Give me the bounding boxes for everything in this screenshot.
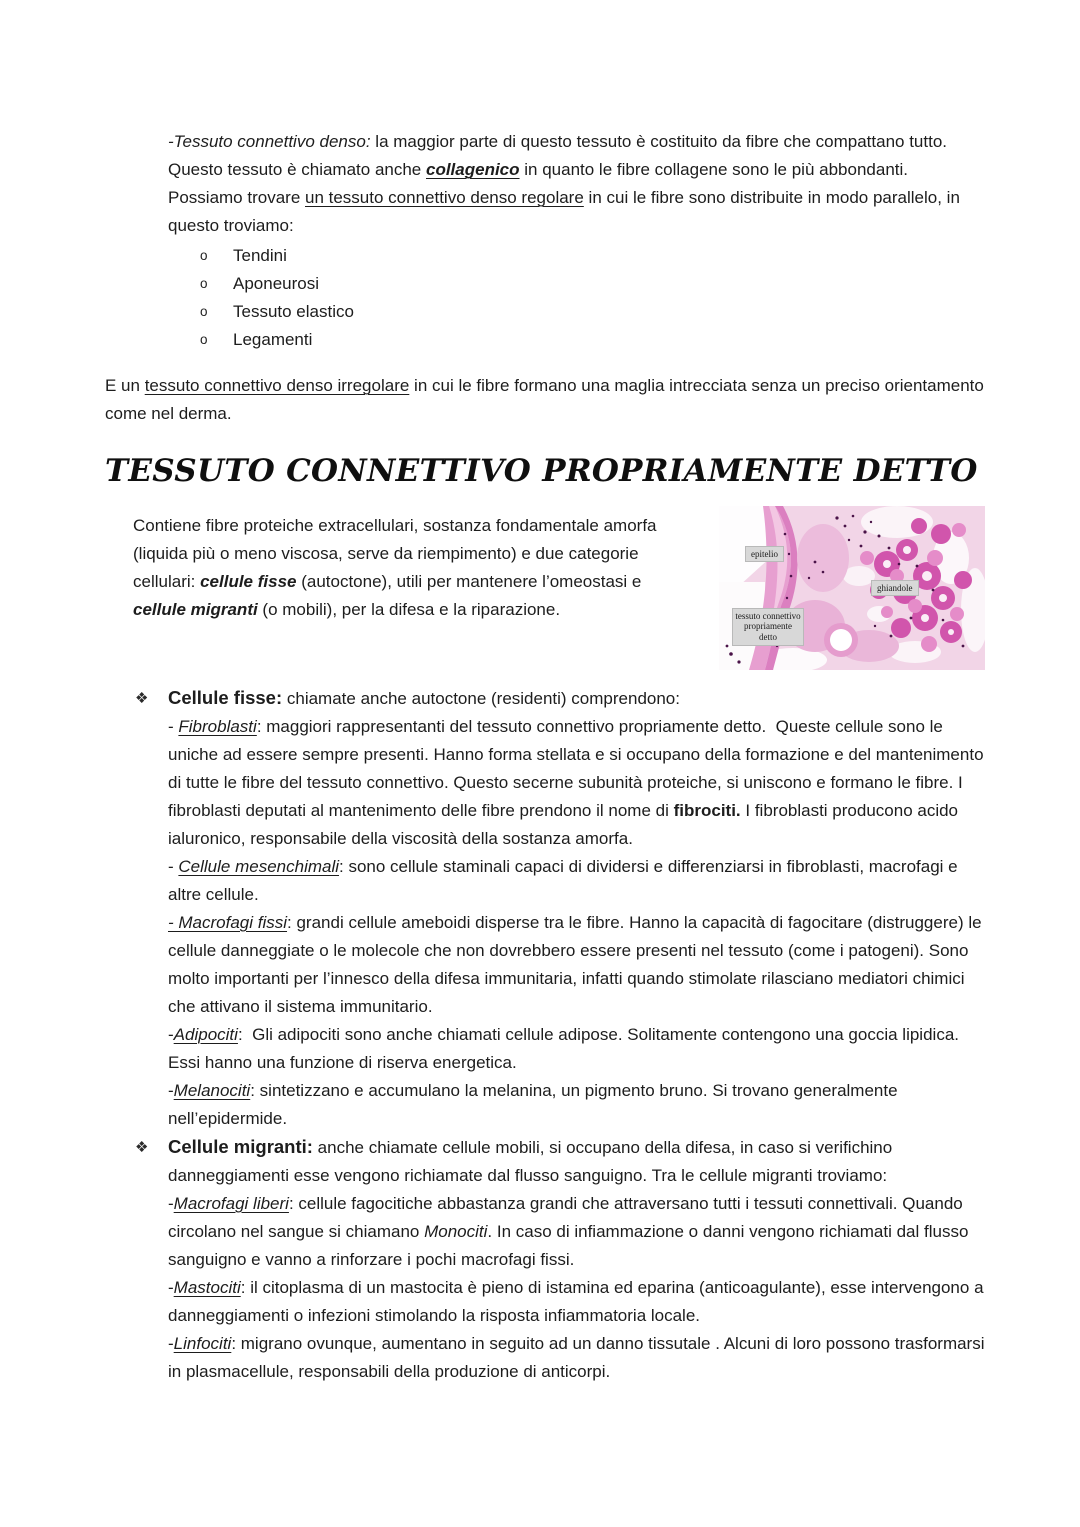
figure-label-ghiandole: ghiandole (871, 580, 919, 597)
text-run: chiamate anche autoctone (residenti) comprendono: (282, 688, 680, 708)
intro-row (105, 512, 985, 670)
text-run: Macrofagi liberi (173, 1193, 289, 1213)
list-item (105, 270, 985, 298)
cell-types-list (105, 684, 990, 1386)
text-run: - (168, 856, 179, 876)
list-item (105, 326, 985, 354)
text-run: in cui le fibre sono distribuite in modo parallelo, in questo troviamo: (168, 188, 965, 235)
text-run: tessuto connettivo denso irregolare (144, 376, 410, 395)
paragraph (168, 713, 989, 853)
text-run: Mastociti (173, 1277, 241, 1297)
figure-label-tessuto-connettivo: tessuto connettivo propriamente detto (732, 608, 804, 646)
histology-figure (719, 506, 985, 670)
text-run: la maggior parte di questo tessuto è costituito da fibre che compattano tutto. Questo tessuto è chiamato anche (168, 132, 952, 179)
paragraph-contiene (133, 512, 698, 670)
text-run: - (168, 1024, 174, 1044)
list-item-label: Tessuto elastico (233, 302, 354, 321)
circle-bullet-icon: o (200, 332, 208, 347)
list-item-label: Aponeurosi (233, 274, 320, 293)
text-run: : maggiori rappresentanti del tessuto connettivo propriamente detto. Queste cellule sono le uniche ad essere sempre presenti. Hanno forma stellata e si occupano della formazione e del mantenimento di tutte le fibre del tessuto connettivo. Questo secerne subunità proteiche, si uniscono e formano le fibre. I fibroblasti deputati al mantenimento delle fibre prendono il nome di (168, 716, 989, 820)
text-run: - (168, 1080, 174, 1100)
text-run: in cui le fibre formano una maglia intrecciata senza un preciso orientamento come nel derma. (105, 376, 989, 423)
bullet-body (168, 684, 989, 1133)
text-run: - Macrofagi fissi (168, 912, 288, 932)
text-run: Contiene fibre proteiche extracellulari, sostanza fondamentale amorfa (liquida più o meno viscosa, serve da riempimento) e due categorie cellulari: (133, 515, 662, 591)
text-run: : sono cellule staminali capaci di dividersi e differenziarsi in fibroblasti, macrofagi e altre cellule. (168, 856, 963, 904)
circle-bullet-icon: o (200, 276, 208, 291)
denso-regolare-list (105, 242, 985, 354)
text-run: Fibroblasti (178, 716, 257, 736)
text-run: - (168, 716, 179, 736)
list-item-label: Tendini (233, 246, 287, 265)
paragraph (168, 1021, 985, 1077)
text-run: . In caso di infiammazione o danni vengono richiamati dal flusso sanguigno e vanno a rinforzare i pochi macrofagi fissi. (168, 1221, 974, 1269)
circle-bullet-icon: o (200, 304, 208, 319)
bullet-body (168, 1133, 990, 1386)
diamond-bullet-icon: ❖ (135, 689, 149, 707)
text-run: : sintetizzano e accumulano la melanina, un pigmento bruno. Si trovano generalmente nell’epidermide. (168, 1080, 903, 1128)
text-run: fibrociti. (673, 800, 741, 820)
paragraph-tessuto-denso (168, 128, 985, 240)
circle-bullet-icon: o (200, 248, 208, 263)
bullet-item (105, 684, 989, 1133)
text-run: : cellule fagocitiche abbastanza grandi che attraversano tutti i tessuti connettivali. Quando circolano nel sangue si chiamano (168, 1193, 968, 1241)
text-run: (autoctone), utili per mantenere l’omeostasi e (296, 571, 647, 591)
text-run: Adipociti (173, 1024, 238, 1044)
paragraph (168, 1330, 990, 1386)
paragraph (168, 1077, 985, 1133)
paragraph (168, 1133, 985, 1190)
diamond-bullet-icon: ❖ (135, 1138, 149, 1156)
text-run: in quanto le fibre collagene sono le più abbondanti. Possiamo trovare (168, 160, 913, 207)
text-run: collagenico (426, 160, 520, 179)
text-run: (o mobili), per la difesa e la riparazione. (257, 599, 561, 619)
paragraph (168, 684, 985, 713)
text-run: cellule fisse (200, 571, 297, 591)
paragraph (168, 853, 985, 909)
text-run: E un (105, 376, 145, 395)
text-run: Melanociti (173, 1080, 251, 1100)
text-run: -Tessuto connettivo denso: (168, 132, 371, 151)
text-run: : Gli adipociti sono anche chiamati cellule adipose. Solitamente contengono una goccia lipidica. Essi hanno una funzione di riserva energetica. (168, 1024, 964, 1072)
list-item-label: Legamenti (233, 330, 313, 349)
text-run: Cellule fisse: (168, 686, 283, 708)
paragraph (168, 1190, 985, 1274)
paragraph-denso-irregolare (105, 372, 989, 428)
text-run: cellule migranti (133, 599, 258, 619)
text-run: I fibroblasti producono acido ialuronico, responsabile della viscosità della sostanza amorfa. (168, 800, 963, 848)
paragraph (168, 1274, 989, 1330)
paragraph (168, 909, 985, 1021)
text-run: : migrano ovunque, aumentano in seguito ad un danno tissutale . Alcuni di loro possono trasformarsi in plasmacellule, responsabili della produzione di anticorpi. (168, 1333, 990, 1381)
text-run: - (168, 1333, 174, 1353)
figure-label-epitelio: epitelio (745, 546, 784, 563)
text-run: Monociti (424, 1221, 488, 1241)
page-title: TESSUTO CONNETTIVO PROPRIAMENTE DETTO (105, 453, 978, 489)
list-item (105, 298, 985, 326)
text-run: Cellule migranti: (168, 1135, 313, 1157)
text-run: Linfociti (173, 1333, 232, 1353)
text-run: : il citoplasma di un mastocita è pieno di istamina ed eparina (anticoagulante), esse intervengono a danneggiamenti o infezioni stimolando la risposta infiammatoria locale. (168, 1277, 989, 1325)
list-item (105, 242, 985, 270)
text-run: - (168, 1193, 174, 1213)
text-run: anche chiamate cellule mobili, si occupano della difesa, in caso si verifichino danneggiamenti esse vengono richiamate dal flusso sanguigno. Tra le cellule migranti troviamo: (168, 1137, 897, 1185)
text-run: : grandi cellule ameboidi disperse tra le fibre. Hanno la capacità di fagocitare (distruggere) le cellule danneggiate o le molecole che non dovrebbero essere presenti nel tessuto (come i patogeni). Sono molto importanti per l’innesco della difesa immunitaria, infatti quando stimolate rilasciano mediatori chimici che attivano il sistema immunitario. (168, 912, 987, 1016)
bullet-item (105, 1133, 990, 1386)
text-run: Cellule mesenchimali (178, 856, 340, 876)
text-run: - (168, 1277, 174, 1297)
text-run: un tessuto connettivo denso regolare (305, 188, 584, 207)
